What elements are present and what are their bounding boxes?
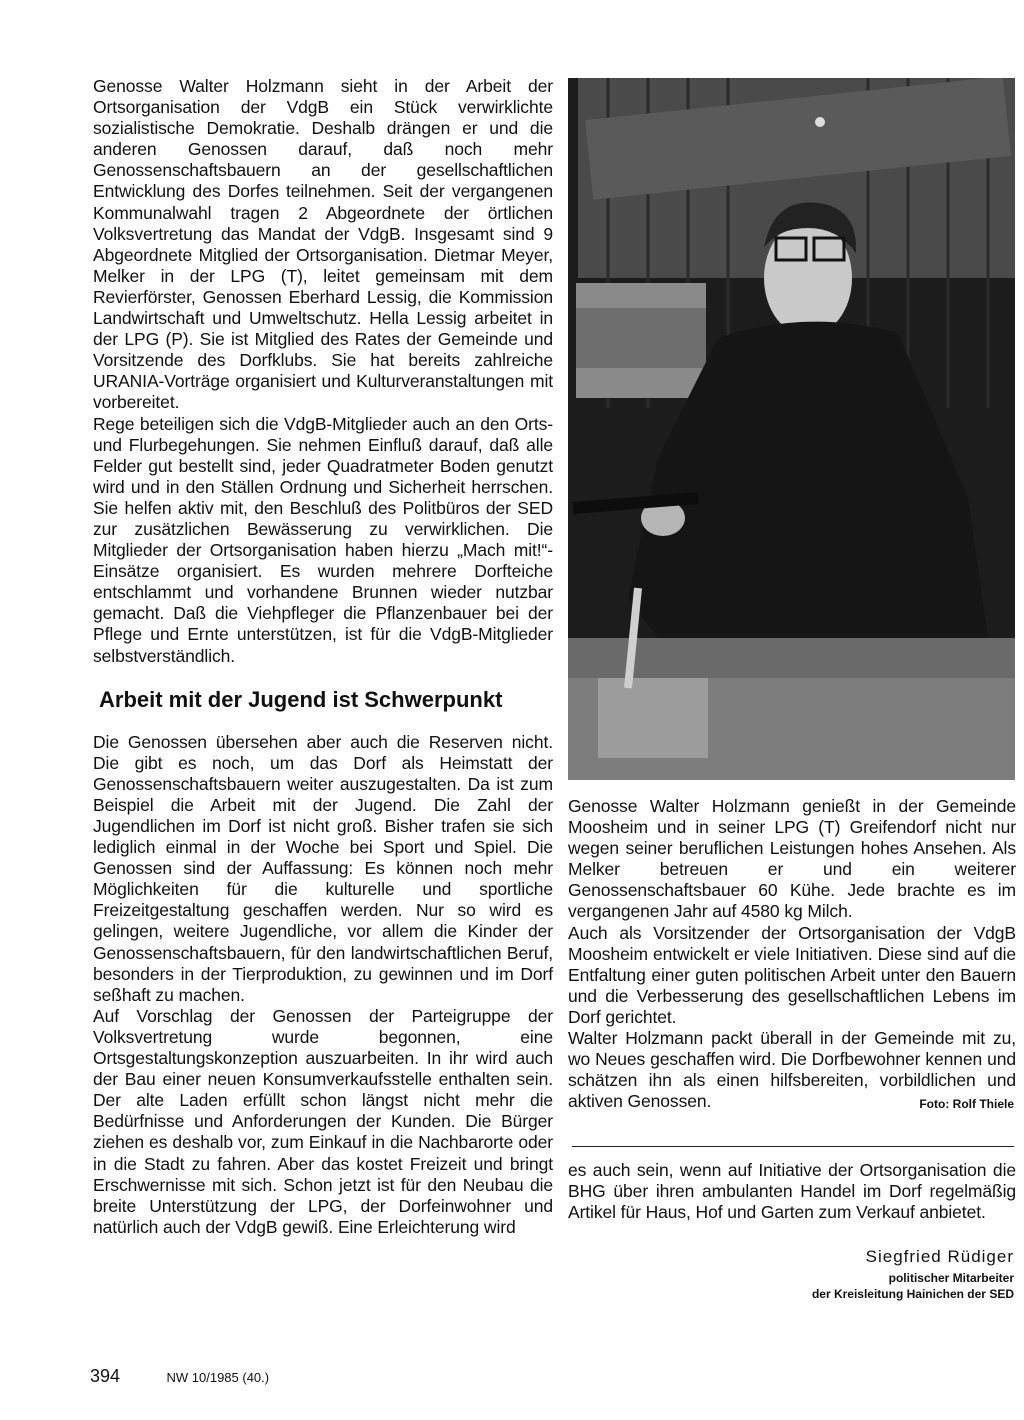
- article-paragraph-1: Genosse Walter Holzmann sieht in der Arbeit der Ortsorganisation der VdgB ein Stück verwirklichte sozialistische Demokratie. Deshalb drängen er und die anderen Genossen darauf, daß noch mehr Genossenschaftsbauern an der gesellschaftlichen Entwicklung des Dorfes teilnehmen. Seit der vergangenen Kommunalwahl tragen 2 Abgeordnete der örtlichen Volksvertretung das Mandat der VdgB. Insgesamt sind 9 Abgeordnete Mitglied der Ortsorganisation. Dietmar Meyer, Melker in der LPG (T), leitet gemeinsam mit dem Revierförster, Genossen Eberhard Lessig, die Kommission Landwirtschaft und Umweltschutz. Hella Lessig arbeitet in der LPG (P). Sie ist Mitglied des Rates der Gemeinde und Vorsitzende des Dorfklubs. Sie hat bereits zahlreiche URANIA-Vorträge organisiert und Kulturveranstaltungen mit vorbereitet.: [93, 76, 553, 413]
- page-number: 394: [90, 1366, 121, 1386]
- photo-credit: Foto: Rolf Thiele: [919, 1097, 1014, 1111]
- article-paragraph-3: Die Genossen übersehen aber auch die Reserven nicht. Die gibt es noch, um das Dorf als Heimstatt der Genossenschaftsbauern weiter auszugestalten. Da ist zum Beispiel die Arbeit mit der Jugend. Die Zahl der Jugendlichen im Dorf ist nicht groß. Bisher trafen sie sich lediglich einmal in der Woche bei Sport und Spiel. Die Genossen sind der Auffassung: Es können noch mehr Möglichkeiten für die kulturelle und sportliche Freizeitgestaltung geschaffen werden. Nur so wird es gelingen, weitere Jugendliche, vor allem die Kinder der Genossenschaftsbauern, für den landwirtschaftlichen Beruf, besonders in der Tierproduktion, zu gewinnen und im Dorf seßhaft zu machen.: [93, 731, 553, 1005]
- caption-paragraph-2: Auch als Vorsitzender der Ortsorganisation der VdgB Moosheim entwickelt er viele Initiativen. Diese sind auf die Entfaltung einer guten politischen Arbeit unter den Bauern und die Verbesserung des gesellschaftlichen Lebens im Dorf gerichtet.: [568, 922, 1016, 1027]
- author-signature: [812, 1247, 1014, 1302]
- caption-paragraph-1: Genosse Walter Holzmann genießt in der Gemeinde Moosheim und in seiner LPG (T) Greifendorf nicht nur wegen seiner beruflichen Leistungen hohes Ansehen. Als Melker betreuen er und ein weiterer Genossenschaftsbauer 60 Kühe. Jede brachte es im vergangenen Jahr auf 4580 kg Milch.: [568, 796, 1016, 922]
- photo-caption: [568, 796, 1016, 1112]
- author-role-line-2: der Kreisleitung Hainichen der SED: [811, 1287, 1014, 1301]
- article-continuation: [568, 1160, 1016, 1223]
- page-footer: [90, 1366, 269, 1387]
- portrait-photo: [568, 78, 1015, 780]
- article-paragraph-4: Auf Vorschlag der Genossen der Parteigruppe der Volksvertretung wurde begonnen, eine Ortsgestaltungskonzeption auszuarbeiten. In ihr wird auch der Bau einer neuen Konsumverkaufsstelle enthalten sein. Der alte Laden erfüllt schon längst nicht mehr die Bedürfnisse und Anforderungen der Kunden. Die Bürger ziehen es deshalb vor, zum Einkauf in die Nachbarorte oder in die Stadt zu fahren. Aber das kostet Freizeit und bringt Erschwernisse mit sich. Schon jetzt ist für den Neubau die breite Unterstützung der LPG, der Dorfeinwohner und natürlich auch der VdgB gewiß. Eine Erleichterung wird: [93, 1005, 553, 1237]
- continuation-paragraph: es auch sein, wenn auf Initiative der Ortsorganisation die BHG über ihren ambulanten Handel im Dorf regelmäßig Artikel für Haus, Hof und Garten zum Verkauf anbietet.: [568, 1160, 1016, 1223]
- caption-paragraph-3: Walter Holzmann packt überall in der Gemeinde mit zu, wo Neues geschaffen wird. Die Dorfbewohner kennen und schätzen ihn als einen hilfsbereiten, vorbildlichen und aktiven Genossen.: [568, 1028, 1016, 1112]
- article-paragraph-2: Rege beteiligen sich die VdgB-Mitglieder auch an den Orts- und Flurbegehungen. Sie nehmen Einfluß darauf, daß alle Felder gut bestellt sind, jeder Quadratmeter Boden genutzt wird und in den Ställen Ordnung und Sicherheit herrschen. Sie helfen aktiv mit, den Beschluß des Politbüros der SED zur zusätzlichen Bewässerung zu verwirklichen. Die Mitglieder der Ortsorganisation haben hierzu „Mach mit!“-Einsätze organisiert. Es wurden mehrere Dorfteiche entschlammt und vorhandene Brunnen wieder nutzbar gemacht. Daß die Viehpfleger die Pflanzenbauer bei der Pflege und Ernte unterstützen, ist für die VdgB-Mitglieder selbstverständlich.: [93, 413, 553, 666]
- author-name: Siegfried Rüdiger: [865, 1247, 1014, 1266]
- portrait-photo-image: [568, 78, 1015, 780]
- section-subheading: Arbeit mit der Jugend ist Schwerpunkt: [99, 686, 503, 712]
- author-role-line-1: politischer Mitarbeiter: [888, 1271, 1014, 1285]
- column-divider-rule: [572, 1146, 1014, 1147]
- issue-reference: NW 10/1985 (40.): [166, 1370, 270, 1385]
- article-left-column: [93, 76, 553, 1238]
